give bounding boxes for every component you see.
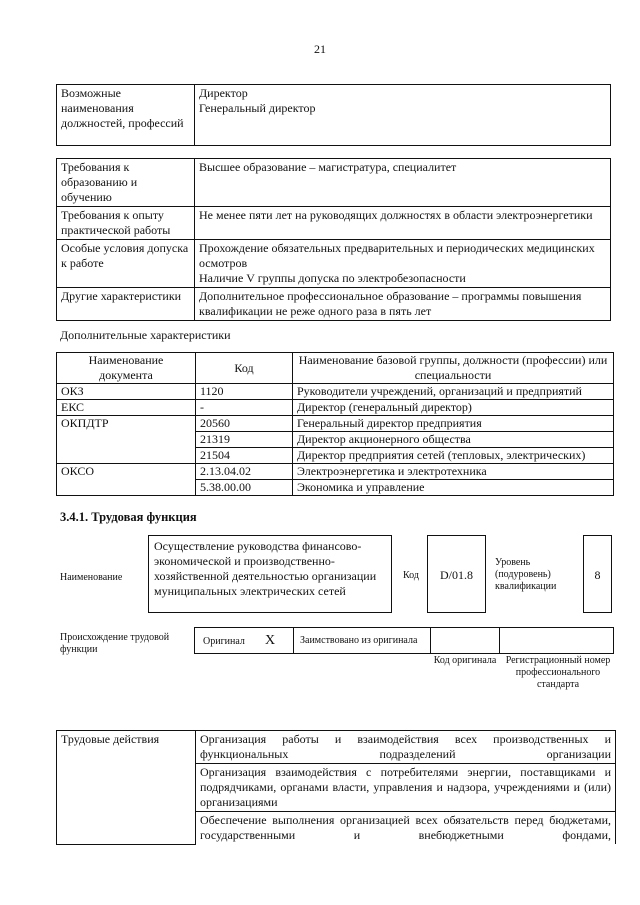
cell-name: Электроэнергетика и электротехника	[293, 464, 614, 480]
cell-code: 21504	[196, 448, 293, 464]
cell-code: 21319	[196, 432, 293, 448]
labor-action-item: Обеспечение выполнения организацией всех обязательств перед бюджетами, государственными и внебюджетными фондами,	[196, 812, 616, 845]
col-header-name: Наименование базовой группы, должности (профессии) или специальности	[293, 353, 614, 384]
positions-table	[56, 84, 611, 146]
cell-name: Генеральный директор предприятия	[293, 416, 614, 432]
req-other-value: Дополнительное профессиональное образование – программы повышения квалификации не реже одного раза в пять лет	[195, 288, 611, 321]
cell-code: 20560	[196, 416, 293, 432]
cell-doc: ОКПДТР	[57, 416, 196, 464]
labor-actions-label: Трудовые действия	[57, 731, 196, 845]
position-item: Директор	[199, 86, 248, 100]
req-experience-value: Не менее пяти лет на руководящих должностях в области электроэнергетики	[195, 207, 611, 240]
function-name-label: Наименование	[60, 572, 123, 583]
table-row	[57, 400, 614, 416]
req-conditions-line: Прохождение обязательных предварительных и периодических медицинских осмотров	[199, 241, 595, 270]
borrowed-box	[293, 627, 431, 654]
position-item: Генеральный директор	[199, 101, 316, 115]
additional-title: Дополнительные характеристики	[60, 328, 231, 342]
orig-code-box	[430, 627, 500, 654]
cell-code: 5.38.00.00	[196, 480, 293, 496]
req-experience-label: Требования к опыту практической работы	[57, 207, 195, 240]
cell-doc: ОКСО	[57, 464, 196, 496]
cell-name: Руководители учреждений, организаций и предприятий	[293, 384, 614, 400]
cell-code: 2.13.04.02	[196, 464, 293, 480]
original-box	[194, 627, 294, 654]
positions-values	[195, 85, 611, 146]
borrowed-label: Заимствовано из оригинала	[300, 635, 418, 646]
reg-label: Регистрационный номер профессионального стандарта	[505, 655, 611, 690]
cell-name: Директор предприятия сетей (тепловых, электрических)	[293, 448, 614, 464]
reg-number-box	[499, 627, 614, 654]
cell-name: Директор акционерного общества	[293, 432, 614, 448]
level-value: 8	[583, 535, 612, 613]
level-label: Уровень (подуровень) квалификации	[495, 557, 557, 592]
req-education-value: Высшее образование – магистратура, специалитет	[195, 159, 611, 207]
table-row	[57, 416, 614, 432]
cell-doc: ОКЗ	[57, 384, 196, 400]
labor-action-item: Организация взаимодействия с потребителями энергии, поставщиками и подрядчиками, органами власти, управления и надзора, учреждениями и (или) организациями	[196, 764, 616, 812]
requirements-table	[56, 158, 611, 321]
req-conditions-line: Наличие V группы допуска по электробезопасности	[199, 271, 466, 285]
page-number: 21	[314, 42, 326, 56]
cell-doc: ЕКС	[57, 400, 196, 416]
req-conditions-value	[195, 240, 611, 288]
table-row	[57, 464, 614, 480]
original-mark: X	[265, 633, 276, 648]
table-row	[57, 384, 614, 400]
section-heading: 3.4.1. Трудовая функция	[60, 510, 197, 524]
cell-code: 1120	[196, 384, 293, 400]
code-value: D/01.8	[427, 535, 486, 613]
additional-table	[56, 352, 614, 496]
labor-action-item: Организация работы и взаимодействия всех производственных и функциональных подразделений организации	[196, 731, 616, 764]
req-conditions-label: Особые условия допуска к работе	[57, 240, 195, 288]
orig-code-label: Код оригинала	[433, 655, 497, 666]
req-other-label: Другие характеристики	[57, 288, 195, 321]
cell-name: Директор (генеральный директор)	[293, 400, 614, 416]
original-label: Оригинал	[203, 636, 245, 647]
labor-actions-table	[56, 730, 616, 845]
col-header-doc: Наименование документа	[57, 353, 196, 384]
function-name-value: Осуществление руководства финансово-экономической и производственно-хозяйственной деятельностью организации муниципальных электрических сетей	[148, 535, 392, 613]
code-label: Код	[403, 570, 419, 581]
cell-name: Экономика и управление	[293, 480, 614, 496]
req-education-label: Требования к образованию и обучению	[57, 159, 195, 207]
cell-code: -	[196, 400, 293, 416]
origin-label: Происхождение трудовой функции	[60, 632, 170, 655]
col-header-code: Код	[196, 353, 293, 384]
positions-label: Возможные наименования должностей, профессий	[57, 85, 195, 146]
